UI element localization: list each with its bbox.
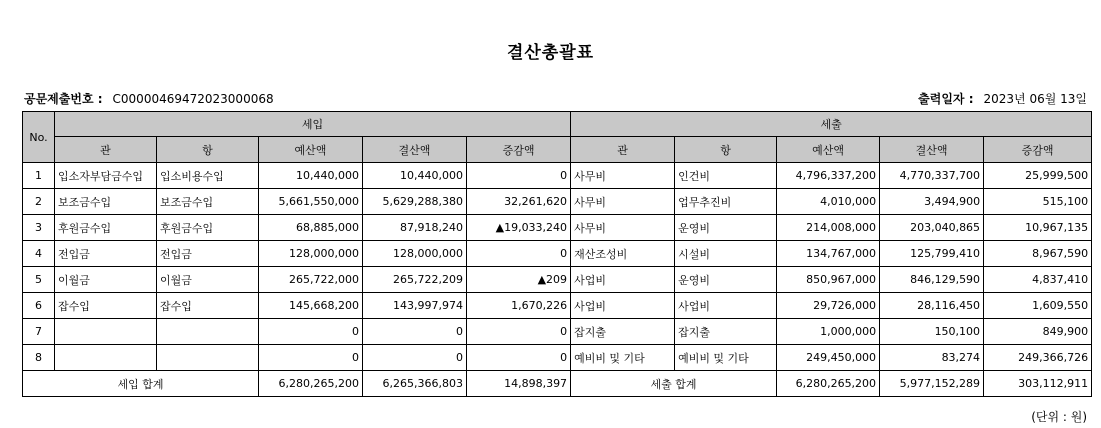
income-gwan-cell: 전입금 — [55, 241, 157, 267]
table-row — [23, 163, 1092, 189]
expense-settled-cell: 125,799,410 — [880, 241, 984, 267]
income-budget-cell: 128,000,000 — [259, 241, 363, 267]
expense-budget-cell: 850,967,000 — [777, 267, 880, 293]
income-budget-cell: 0 — [259, 319, 363, 345]
print-date — [918, 90, 1087, 107]
income-budget-cell: 5,661,550,000 — [259, 189, 363, 215]
expense-total-settled: 5,977,152,289 — [880, 371, 984, 397]
expense-diff-cell: 10,967,135 — [984, 215, 1092, 241]
totals-row — [23, 371, 1092, 397]
print-date-value: 2023년 06월 13일 — [983, 92, 1087, 106]
income-settled-cell: 265,722,209 — [363, 267, 467, 293]
expense-settled-cell: 3,494,900 — [880, 189, 984, 215]
income-total-diff: 14,898,397 — [467, 371, 571, 397]
income-hang-cell — [157, 319, 259, 345]
expense-gwan-cell: 사무비 — [571, 215, 675, 241]
table-row — [23, 293, 1092, 319]
expense-settled-cell: 203,040,865 — [880, 215, 984, 241]
row-no: 5 — [23, 267, 55, 293]
income-diff-cell: 0 — [467, 319, 571, 345]
expense-hang-cell: 인건비 — [675, 163, 777, 189]
income-diff-cell: 1,670,226 — [467, 293, 571, 319]
summary-table — [22, 111, 1092, 397]
income-budget-cell: 0 — [259, 345, 363, 371]
expense-settled-cell: 28,116,450 — [880, 293, 984, 319]
expense-diff-cell: 849,900 — [984, 319, 1092, 345]
expense-budget-cell: 214,008,000 — [777, 215, 880, 241]
header-row-top — [23, 112, 1092, 137]
expense-gwan-cell: 잡지출 — [571, 319, 675, 345]
income-budget-cell: 265,722,000 — [259, 267, 363, 293]
income-hang-cell: 잡수입 — [157, 293, 259, 319]
income-diff-cell: 32,261,620 — [467, 189, 571, 215]
expense-budget-cell: 249,450,000 — [777, 345, 880, 371]
income-total-budget: 6,280,265,200 — [259, 371, 363, 397]
header-no: No. — [23, 112, 55, 163]
income-total-label: 세입 합계 — [23, 371, 259, 397]
table-row — [23, 267, 1092, 293]
income-gwan-cell: 이월금 — [55, 267, 157, 293]
table-row — [23, 189, 1092, 215]
income-gwan-cell — [55, 345, 157, 371]
expense-hang-cell: 예비비 및 기타 — [675, 345, 777, 371]
header-row-sub — [23, 137, 1092, 163]
income-gwan-cell: 잡수입 — [55, 293, 157, 319]
expense-gwan-cell: 사무비 — [571, 189, 675, 215]
header-expense-diff: 증감액 — [984, 137, 1092, 163]
income-diff-cell: 0 — [467, 163, 571, 189]
income-budget-cell: 145,668,200 — [259, 293, 363, 319]
expense-total-label: 세출 합계 — [571, 371, 777, 397]
expense-budget-cell: 4,010,000 — [777, 189, 880, 215]
header-income-gwan: 관 — [55, 137, 157, 163]
expense-settled-cell: 83,274 — [880, 345, 984, 371]
row-no: 8 — [23, 345, 55, 371]
expense-settled-cell: 846,129,590 — [880, 267, 984, 293]
income-gwan-cell: 후원금수입 — [55, 215, 157, 241]
income-budget-cell: 10,440,000 — [259, 163, 363, 189]
expense-gwan-cell: 사업비 — [571, 267, 675, 293]
expense-budget-cell: 134,767,000 — [777, 241, 880, 267]
income-diff-cell: ▲209 — [467, 267, 571, 293]
income-settled-cell: 128,000,000 — [363, 241, 467, 267]
expense-hang-cell: 잡지출 — [675, 319, 777, 345]
header-income-budget: 예산액 — [259, 137, 363, 163]
expense-budget-cell: 4,796,337,200 — [777, 163, 880, 189]
document-number-value: C0000046947202300006​8 — [112, 92, 274, 106]
expense-hang-cell: 운영비 — [675, 267, 777, 293]
expense-gwan-cell: 재산조성비 — [571, 241, 675, 267]
income-gwan-cell — [55, 319, 157, 345]
income-gwan-cell: 입소자부담금수입 — [55, 163, 157, 189]
income-diff-cell: 0 — [467, 241, 571, 267]
income-total-settled: 6,265,366,803 — [363, 371, 467, 397]
expense-diff-cell: 1,609,550 — [984, 293, 1092, 319]
row-no: 4 — [23, 241, 55, 267]
income-diff-cell: ▲19,033,240 — [467, 215, 571, 241]
income-budget-cell: 68,885,000 — [259, 215, 363, 241]
expense-diff-cell: 25,999,500 — [984, 163, 1092, 189]
header-expense-settled: 결산액 — [880, 137, 984, 163]
row-no: 2 — [23, 189, 55, 215]
expense-total-budget: 6,280,265,200 — [777, 371, 880, 397]
header-expense: 세출 — [571, 112, 1092, 137]
income-hang-cell: 보조금수입 — [157, 189, 259, 215]
table-row — [23, 345, 1092, 371]
income-gwan-cell: 보조금수입 — [55, 189, 157, 215]
expense-hang-cell: 사업비 — [675, 293, 777, 319]
income-settled-cell: 5,629,288,380 — [363, 189, 467, 215]
expense-budget-cell: 1,000,000 — [777, 319, 880, 345]
document-number-label: 공문제출번호 : — [24, 92, 103, 106]
expense-diff-cell: 8,967,590 — [984, 241, 1092, 267]
row-no: 6 — [23, 293, 55, 319]
header-expense-hang: 항 — [675, 137, 777, 163]
income-settled-cell: 0 — [363, 345, 467, 371]
header-expense-budget: 예산액 — [777, 137, 880, 163]
row-no: 7 — [23, 319, 55, 345]
expense-hang-cell: 시설비 — [675, 241, 777, 267]
table-row — [23, 319, 1092, 345]
page-title: 결산총괄표 — [506, 43, 595, 63]
row-no: 3 — [23, 215, 55, 241]
income-settled-cell: 143,997,974 — [363, 293, 467, 319]
income-hang-cell: 입소비용수입 — [157, 163, 259, 189]
header-income-settled: 결산액 — [363, 137, 467, 163]
expense-diff-cell: 515,100 — [984, 189, 1092, 215]
income-hang-cell: 이월금 — [157, 267, 259, 293]
expense-budget-cell: 29,726,000 — [777, 293, 880, 319]
unit-note: (단위 : 원) — [1031, 410, 1087, 424]
expense-settled-cell: 150,100 — [880, 319, 984, 345]
expense-settled-cell: 4,770,337,700 — [880, 163, 984, 189]
expense-gwan-cell: 사무비 — [571, 163, 675, 189]
income-settled-cell: 87,918,240 — [363, 215, 467, 241]
expense-diff-cell: 249,366,726 — [984, 345, 1092, 371]
print-date-label: 출력일자 : — [918, 92, 974, 106]
expense-hang-cell: 업무추진비 — [675, 189, 777, 215]
header-income-diff: 증감액 — [467, 137, 571, 163]
row-no: 1 — [23, 163, 55, 189]
header-income-hang: 항 — [157, 137, 259, 163]
income-settled-cell: 10,440,000 — [363, 163, 467, 189]
income-settled-cell: 0 — [363, 319, 467, 345]
expense-gwan-cell: 사업비 — [571, 293, 675, 319]
expense-total-diff: 303,112,911 — [984, 371, 1092, 397]
expense-diff-cell: 4,837,410 — [984, 267, 1092, 293]
table-row — [23, 215, 1092, 241]
income-hang-cell: 전입금 — [157, 241, 259, 267]
expense-hang-cell: 운영비 — [675, 215, 777, 241]
header-income: 세입 — [55, 112, 571, 137]
document-number — [24, 90, 274, 107]
header-expense-gwan: 관 — [571, 137, 675, 163]
income-diff-cell: 0 — [467, 345, 571, 371]
income-hang-cell — [157, 345, 259, 371]
income-hang-cell: 후원금수입 — [157, 215, 259, 241]
table-row — [23, 241, 1092, 267]
expense-gwan-cell: 예비비 및 기타 — [571, 345, 675, 371]
